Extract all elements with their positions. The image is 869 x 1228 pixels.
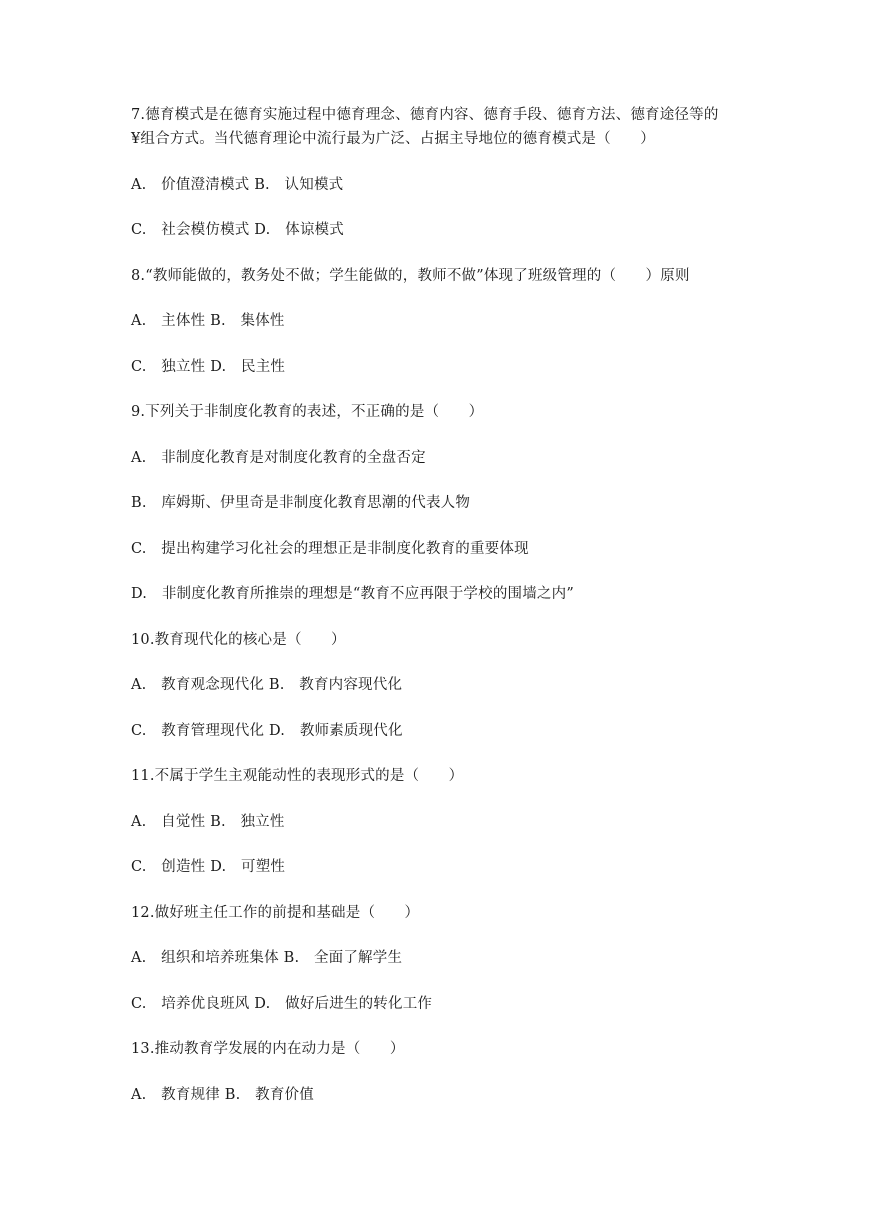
question-12-options-ab: A. 组织和培养班集体 B. 全面了解学生 — [131, 950, 403, 966]
question-9-stem: 9.下列关于非制度化教育的表述，不正确的是（ ） — [131, 404, 484, 420]
question-8-options-ab: A. 主体性 B. 集体性 — [131, 313, 285, 329]
question-7-options-cd: C. 社会模仿模式 D. 体谅模式 — [131, 222, 344, 238]
question-10-options-ab: A. 教育观念现代化 B. 教育内容现代化 — [131, 677, 403, 693]
question-9-option-a: A. 非制度化教育是对制度化教育的全盘否定 — [131, 450, 426, 466]
question-9-option-b: B. 库姆斯、伊里奇是非制度化教育思潮的代表人物 — [131, 495, 471, 511]
question-10-options-cd: C. 教育管理现代化 D. 教师素质现代化 — [131, 723, 403, 739]
question-10-stem: 10.教育现代化的核心是（ ） — [131, 632, 346, 648]
question-11-options-cd: C. 创造性 D. 可塑性 — [131, 859, 286, 875]
question-13-stem: 13.推动教育学发展的内在动力是（ ） — [131, 1041, 405, 1057]
question-12-options-cd: C. 培养优良班风 D. 做好后进生的转化工作 — [131, 996, 433, 1012]
question-9-option-c: C. 提出构建学习化社会的理想正是非制度化教育的重要体现 — [131, 541, 529, 557]
question-11-stem: 11.不属于学生主观能动性的表现形式的是（ ） — [131, 768, 464, 784]
question-12-stem: 12.做好班主任工作的前提和基础是（ ） — [131, 905, 420, 921]
question-7-options-ab: A. 价值澄清模式 B. 认知模式 — [131, 177, 344, 193]
question-7-stem-line-2: ¥组合方式。当代德育理论中流行最为广泛、占据主导地位的德育模式是（ ） — [131, 131, 655, 147]
question-7-stem-line-1: 7.德育模式是在德育实施过程中德育理念、德育内容、德育手段、德育方法、德育途径等的 — [131, 107, 719, 123]
question-11-options-ab: A. 自觉性 B. 独立性 — [131, 814, 285, 830]
question-8-options-cd: C. 独立性 D. 民主性 — [131, 359, 286, 375]
question-13-options-ab: A. 教育规律 B. 教育价值 — [131, 1087, 314, 1103]
question-9-option-d: D. 非制度化教育所推崇的理想是“教育不应再限于学校的围墙之内” — [131, 586, 574, 602]
question-8-stem: 8.“教师能做的，教务处不做；学生能做的，教师不做”体现了班级管理的（ ）原则 — [131, 268, 690, 284]
